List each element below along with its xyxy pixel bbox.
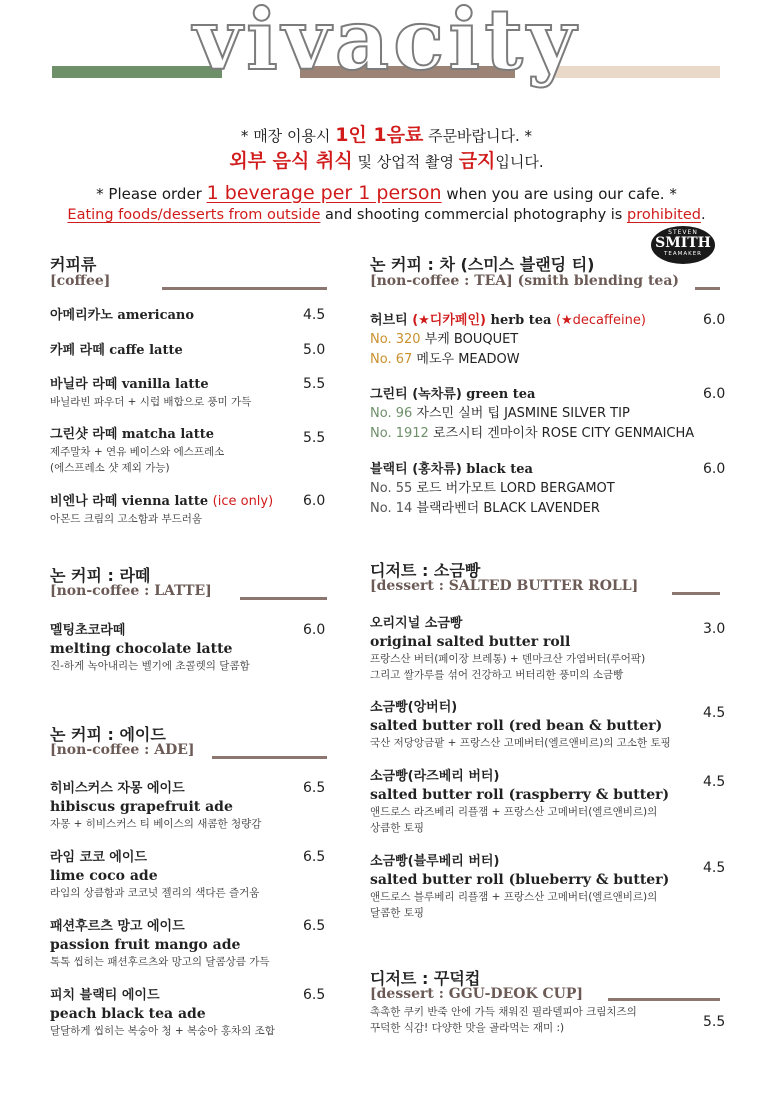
menu-item-salted-butter-roll-blueberry: 소금빵(블루베리 버터) salted butter roll (blueberry & butter) 앤드로스 블루베리 리플잼 + 프랑스산 고메버터(엘르앤비르)의 달콤한 토핑 <box>370 854 670 919</box>
price-hibiscus-grapefruit-ade: 6.5 <box>303 780 326 796</box>
notice-line-4: Eating foods/desserts from outside and shooting commercial photography is prohibited. <box>67 207 706 223</box>
menu-item-lime-coco-ade: 라임 코코 에이드 lime coco ade 라임의 상큼함과 코코넛 젤리의 색다른 즐거움 <box>50 850 260 899</box>
notice-line-2: 외부 음식 취식 및 상업적 촬영 금지입니다. <box>229 150 544 172</box>
cup-title-en: [dessert : GGU-DEOK CUP] <box>370 986 583 1002</box>
price-caffe-latte: 5.0 <box>303 342 326 358</box>
cup-rule <box>608 998 720 1001</box>
menu-item-hibiscus-grapefruit-ade: 히비스커스 자몽 에이드 hibiscus grapefruit ade 자몽 + 히비스커스 티 베이스의 새콤한 청량감 <box>50 781 262 830</box>
price-americano: 4.5 <box>303 307 326 323</box>
menu-item-matcha-latte: 그린샷 라떼 matcha latte 제주말차 + 연유 베이스와 에스프레소 (에스프레소 샷 제외 가능) <box>50 427 225 474</box>
price-passion-fruit-mango-ade: 6.5 <box>303 918 326 934</box>
price-herb-tea: 6.0 <box>703 312 726 328</box>
menu-item-vienna-latte: 비엔나 라떼 vienna latte (ice only) 아몬드 크림의 고소함과 부드러움 <box>50 494 274 525</box>
menu-item-vanilla-latte: 바닐라 라떼 vanilla latte 바닐라빈 파우더 + 시럽 배합으로 풍미 가득 <box>50 377 252 408</box>
roll-title-ko: 디저트 : 소금빵 <box>370 561 481 580</box>
menu-item-original-salted-butter-roll: 오리지널 소금빵 original salted butter roll 프랑스산 버터(페이장 브레통) + 덴마크산 가염버터(루어팍) 그리고 쌀가루를 섞어 건강하고 버터리한 풍미의 소금빵 <box>370 616 646 681</box>
roll-title-en: [dessert : SALTED BUTTER ROLL] <box>370 578 639 594</box>
menu-item-ggu-deok-cup: 촉촉한 쿠키 반죽 안에 가득 채워진 필라델피아 크림치즈의 꾸덕한 식감! 다양한 맛을 골라먹는 재미 :) <box>370 1006 637 1034</box>
price-peach-black-tea-ade: 6.5 <box>303 987 326 1003</box>
menu-item-herb-tea: 허브티 (★디카페인) herb tea (★decaffeine) No. 320 부케 BOUQUET No. 67 메도우 MEADOW <box>370 313 646 367</box>
price-salted-butter-roll-red-bean: 4.5 <box>703 705 726 721</box>
tea-title-en: [non-coffee : TEA] (smith blending tea) <box>370 273 680 289</box>
roll-rule <box>672 592 720 595</box>
ade-title-en: [non-coffee : ADE] <box>50 742 195 758</box>
notice-line-3: * Please order 1 beverage per 1 person when you are using our cafe. * <box>96 182 677 204</box>
menu-item-green-tea: 그린티 (녹차류) green tea No. 96 자스민 실버 팁 JASMINE SILVER TIP No. 1912 로즈시티 겐마이차 ROSE CITY GENMAICHA <box>370 387 695 441</box>
smith-teamaker-logo: STEVEN SMITH TEAMAKER <box>651 226 715 264</box>
menu-item-salted-butter-roll-raspberry: 소금빵(라즈베리 버터) salted butter roll (raspberry & butter) 앤드로스 라즈베리 리플잼 + 프랑스산 고메버터(엘르앤비르)의 상큼한 토핑 <box>370 769 670 834</box>
price-salted-butter-roll-raspberry: 4.5 <box>703 774 726 790</box>
tea-title-ko: 논 커피 : 차 (스미스 블랜딩 티) <box>370 255 595 274</box>
latte-title-ko: 논 커피 : 라떼 <box>50 566 151 585</box>
price-vienna-latte: 6.0 <box>303 493 326 509</box>
ade-title-ko: 논 커피 : 에이드 <box>50 725 166 744</box>
price-black-tea: 6.0 <box>703 461 726 477</box>
notice-line-1: * 매장 이용시 1인 1음료 주문바랍니다. * <box>240 124 533 146</box>
brand-logo: vivacity <box>193 0 580 89</box>
menu-item-salted-butter-roll-red-bean: 소금빵(앙버터) salted butter roll (red bean & butter) 국산 저당앙금팥 + 프랑스산 고메버터(엘르앤비르)의 고소한 토핑 <box>370 700 671 749</box>
ade-rule <box>212 756 327 759</box>
menu-item-peach-black-tea-ade: 피치 블랙티 에이드 peach black tea ade 달달하게 씹히는 복숭아 청 + 복숭아 홍차의 조합 <box>50 988 275 1037</box>
price-original-salted-butter-roll: 3.0 <box>703 621 726 637</box>
coffee-title-ko: 커피류 <box>50 255 97 274</box>
price-matcha-latte: 5.5 <box>303 430 326 446</box>
latte-title-en: [non-coffee : LATTE] <box>50 583 212 599</box>
menu-item-black-tea: 블랙티 (홍차류) black tea No. 55 로드 버가모트 LORD BERGAMOT No. 14 블랙라벤더 BLACK LAVENDER <box>370 462 615 516</box>
coffee-rule <box>162 287 327 290</box>
coffee-title-en: [coffee] <box>50 273 111 289</box>
price-melting-chocolate-latte: 6.0 <box>303 622 326 638</box>
price-ggu-deok-cup: 5.5 <box>703 1014 726 1030</box>
menu-item-caffe-latte: 카페 라떼 caffe latte <box>50 343 183 358</box>
menu-item-melting-chocolate-latte: 멜팅초코라떼 melting chocolate latte 진-하게 녹아내리는 벨기에 초콜렛의 달콤함 <box>50 623 250 672</box>
price-lime-coco-ade: 6.5 <box>303 849 326 865</box>
price-salted-butter-roll-blueberry: 4.5 <box>703 860 726 876</box>
menu-item-passion-fruit-mango-ade: 패션후르츠 망고 에이드 passion fruit mango ade 톡톡 씹히는 패션후르츠와 망고의 달콤상큼 가득 <box>50 919 270 968</box>
latte-rule <box>240 597 327 600</box>
tea-rule <box>695 287 720 290</box>
price-green-tea: 6.0 <box>703 386 726 402</box>
menu-item-americano: 아메리카노 americano <box>50 308 195 323</box>
cup-title-ko: 디저트 : 꾸덕컵 <box>370 969 481 988</box>
price-vanilla-latte: 5.5 <box>303 376 326 392</box>
